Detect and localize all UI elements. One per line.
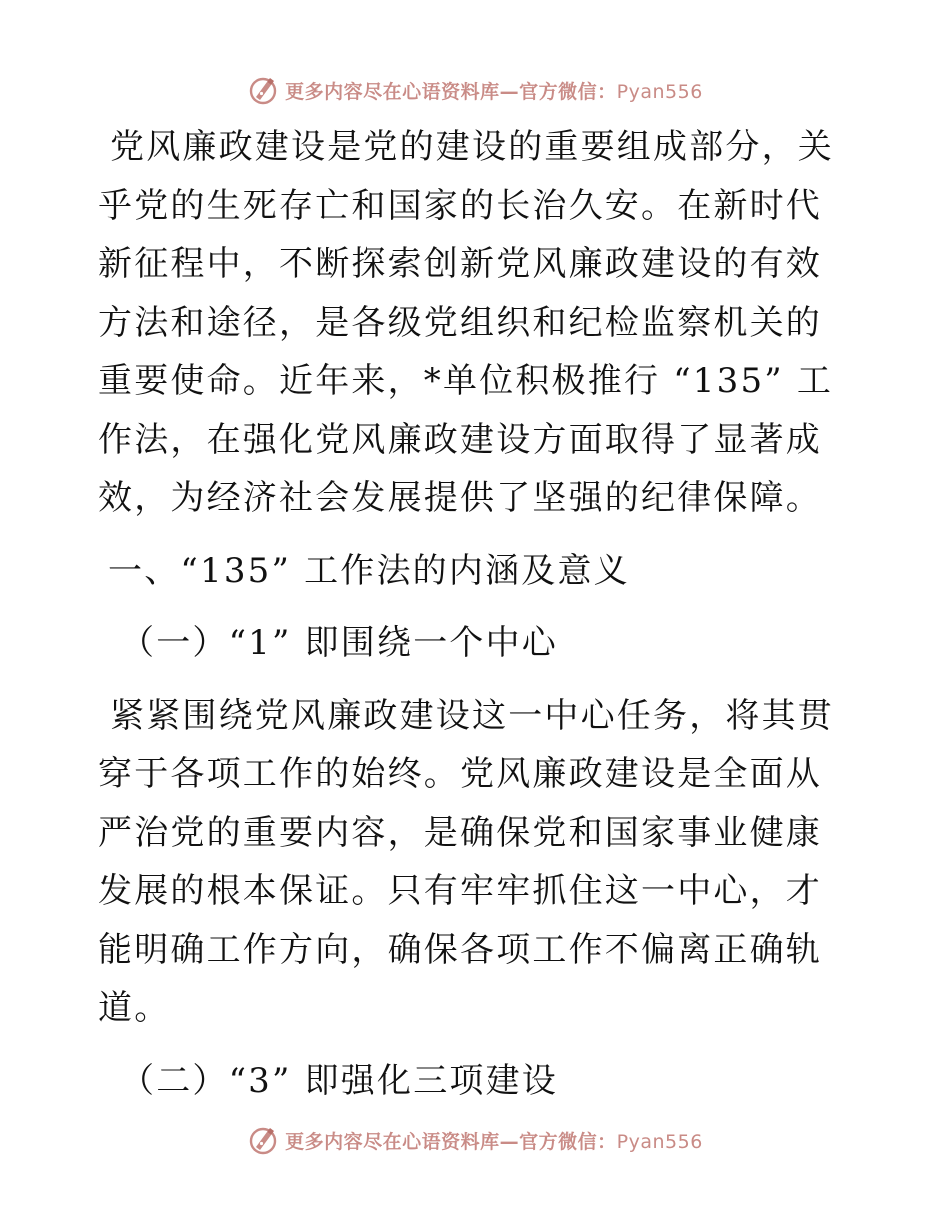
paragraph-center-task: 紧紧围绕党风廉政建设这一中心任务，将其贯穿于各项工作的始终。党风廉政建设是全面从严治党的重要内容，是确保党和国家事业健康发展的根本保证。只有牢牢抓住这一中心，才能明确工作方向，确保各项工作不偏离正确轨道。: [98, 695, 834, 1028]
document-body: [98, 118, 853, 1110]
subsection-heading-1-1: （一）“1” 即围绕一个中心: [120, 623, 559, 663]
section-heading-1: 一、“135” 工作法的内涵及意义: [108, 550, 630, 591]
pen-nib-circle-icon: [247, 1124, 279, 1156]
footer-watermark: [0, 1120, 950, 1160]
header-watermark: [0, 70, 950, 110]
pen-nib-circle-icon: [247, 74, 279, 106]
paragraph-intro: 党风廉政建设是党的建设的重要组成部分，关乎党的生死存亡和国家的长治久安。在新时代新征程中，不断探索创新党风廉政建设的有效方法和途径，是各级党组织和纪检监察机关的重要使命。近年来，*单位积极推行 “135” 工作法，在强化党风廉政建设方面取得了显著成效，为经济社会发展提供了坚强的纪律保障。: [98, 127, 834, 518]
subsection-heading-1-2: （二）“3” 即强化三项建设: [120, 1060, 559, 1101]
watermark-text: 更多内容尽在心语资料库—官方微信：Pyan556: [285, 1130, 703, 1153]
watermark-text: 更多内容尽在心语资料库—官方微信：Pyan556: [285, 80, 703, 103]
